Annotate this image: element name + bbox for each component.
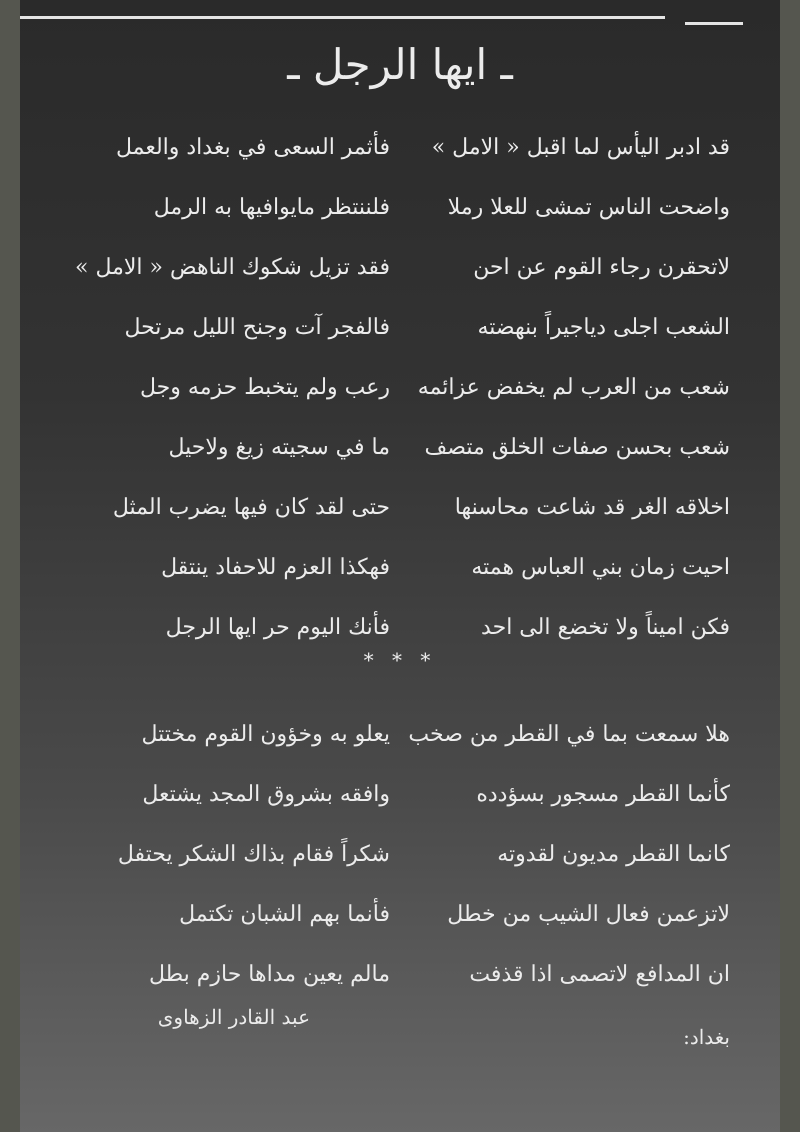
- verse-line: فهكذا العزم للاحفاد ينتقل: [161, 555, 390, 580]
- verse-line: شعب بحسن صفات الخلق متصف: [424, 435, 730, 460]
- verse-line: قد ادبر اليأس لما اقبل « الامل »: [431, 135, 730, 160]
- verse-line: رعب ولم يتخبط حزمه وجل: [140, 375, 390, 400]
- stanza2-left-column: [60, 705, 390, 1005]
- verse-line: وافقه بشروق المجد يشتعل: [142, 782, 390, 807]
- verse-line: كانما القطر مديون لقدوته: [497, 842, 730, 867]
- verse-line: فكن اميناً ولا تخضع الى احد: [481, 615, 730, 640]
- verse-line: اخلاقه الغر قد شاعت محاسنها: [454, 495, 730, 520]
- verse-line: واضحت الناس تمشى للعلا رملا: [447, 195, 730, 220]
- verse-line: هلا سمعت بما في القطر من صخب: [408, 722, 730, 747]
- verse-line: فأنما بهم الشبان تكتمل: [179, 902, 390, 927]
- verse-line: ما في سجيته زيغ ولاحيل: [168, 435, 390, 460]
- stanza-separator: * * *: [363, 648, 437, 672]
- place-dateline: بغداد:: [683, 1025, 730, 1049]
- top-rule: [20, 16, 665, 19]
- author-signature: عبد القادر الزهاوى: [157, 1005, 310, 1029]
- verse-line: يعلو به وخؤون القوم مختتل: [141, 722, 390, 747]
- verse-line: كأنما القطر مسجور بسؤدده: [476, 782, 730, 807]
- top-rule-short: [685, 22, 743, 25]
- verse-line: لاتزعمن فعال الشيب من خطل: [447, 902, 730, 927]
- newspaper-page: [20, 0, 780, 1132]
- verse-line: شعب من العرب لم يخفض عزائمه: [417, 375, 730, 400]
- verse-line: احيت زمان بني العباس همته: [471, 555, 730, 580]
- verse-line: شكراً فقام بذاك الشكر يحتفل: [117, 842, 390, 867]
- verse-line: لاتحقرن رجاء القوم عن احن: [473, 255, 730, 280]
- verse-line: مالم يعين مداها حازم بطل: [148, 962, 390, 987]
- verse-line: فأثمر السعى في بغداد والعمل: [115, 135, 390, 160]
- verse-line: ان المدافع لاتصمى اذا قذفت: [469, 962, 730, 987]
- poem-title: ـ ايها الرجل ـ: [287, 40, 513, 89]
- verse-line: فالفجر آت وجنح الليل مرتحل: [124, 315, 390, 340]
- verse-line: فأنك اليوم حر ايها الرجل: [165, 615, 390, 640]
- verse-line: فقد تزيل شكوك الناهض « الامل »: [74, 255, 390, 280]
- verse-line: الشعب اجلى دياجيراً بنهضته: [477, 315, 730, 340]
- verse-line: فلننتظر مايوافيها به الرمل: [153, 195, 390, 220]
- verse-line: حتى لقد كان فيها يضرب المثل: [112, 495, 390, 520]
- stanza2-right-column: [410, 705, 730, 1005]
- stanza1-right-column: [410, 118, 730, 658]
- stanza1-left-column: [60, 118, 390, 658]
